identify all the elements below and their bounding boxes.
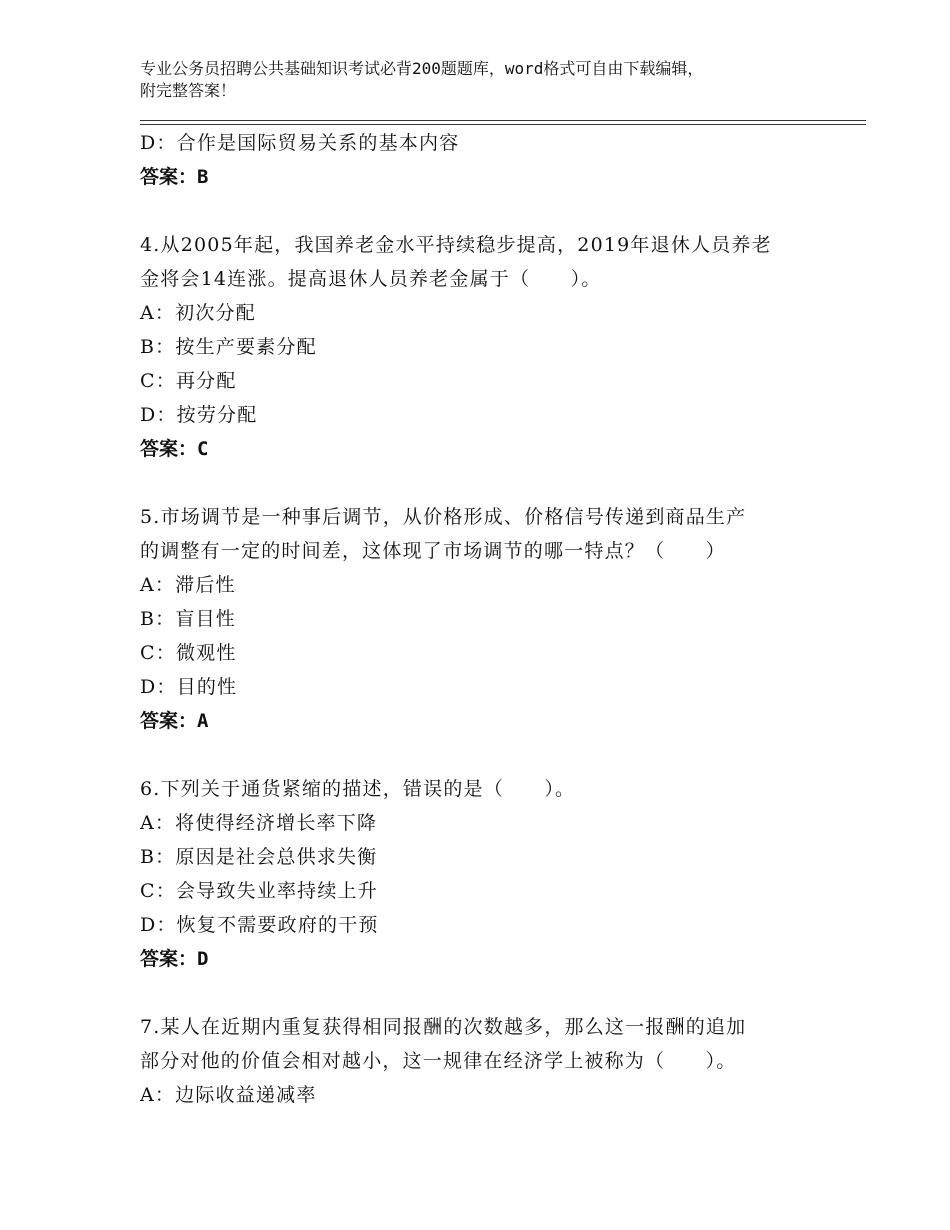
question-text: 5.市场调节是一种事后调节，从价格形成、价格信号传递到商品生产 — [140, 506, 747, 528]
option-d: D：恢复不需要政府的干预 — [140, 914, 379, 936]
answer: 答案：A — [140, 710, 209, 732]
document-header — [140, 58, 830, 102]
question-7 — [140, 1010, 830, 1112]
answer: 答案：C — [140, 438, 209, 460]
option-c: C：再分配 — [140, 370, 237, 392]
question-text: 部分对他的价值会相对越小，这一规律在经济学上被称为（ ）。 — [140, 1050, 737, 1072]
header-line-2: 附完整答案！ — [140, 81, 237, 100]
option-a: A：将使得经济增长率下降 — [140, 812, 378, 834]
question-text: 的调整有一定的时间差，这体现了市场调节的哪一特点？（ ） — [140, 540, 726, 562]
question-list — [140, 126, 830, 1112]
question-text: 7.某人在近期内重复获得相同报酬的次数越多，那么这一报酬的追加 — [140, 1016, 747, 1038]
option-b: B：原因是社会总供求失衡 — [140, 846, 378, 868]
option-d: D：合作是国际贸易关系的基本内容 — [140, 132, 460, 154]
question-3 — [140, 126, 830, 194]
header-divider — [140, 120, 866, 125]
option-a: A：边际收益递减率 — [140, 1084, 317, 1106]
question-5 — [140, 500, 830, 738]
option-a: A：初次分配 — [140, 302, 256, 324]
answer: 答案：D — [140, 948, 209, 970]
question-text: 金将会14连涨。提高退休人员养老金属于（ ）。 — [140, 268, 602, 290]
option-d: D：目的性 — [140, 676, 238, 698]
header-line-1: 专业公务员招聘公共基础知识考试必背200题题库，word格式可自由下载编辑， — [140, 59, 704, 78]
option-c: C：会导致失业率持续上升 — [140, 880, 378, 902]
question-6 — [140, 772, 830, 976]
question-text: 6.下列关于通货紧缩的描述，错误的是（ ）。 — [140, 778, 576, 800]
question-4 — [140, 228, 830, 466]
answer: 答案：B — [140, 166, 209, 188]
option-c: C：微观性 — [140, 642, 237, 664]
option-b: B：按生产要素分配 — [140, 336, 317, 358]
option-b: B：盲目性 — [140, 608, 236, 630]
option-d: D：按劳分配 — [140, 404, 258, 426]
question-text: 4.从2005年起，我国养老金水平持续稳步提高，2019年退休人员养老 — [140, 234, 772, 256]
option-a: A：滞后性 — [140, 574, 236, 596]
